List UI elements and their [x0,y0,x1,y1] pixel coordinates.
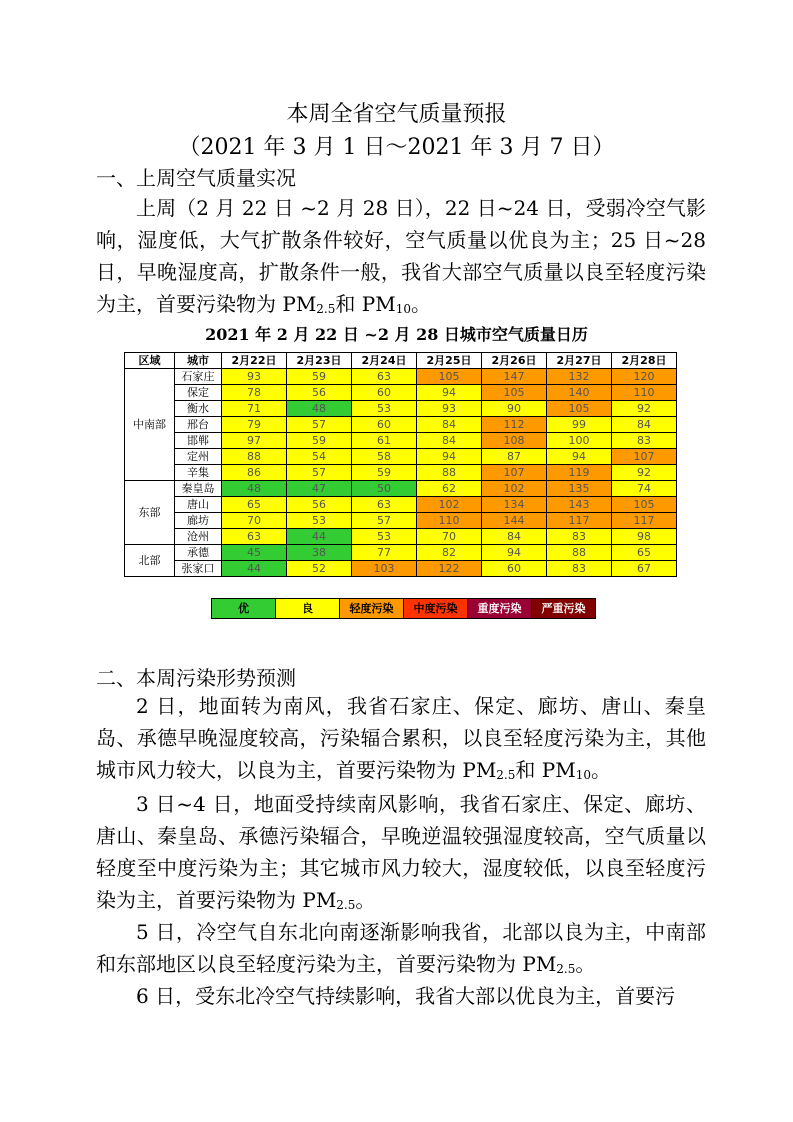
table-row [125,433,677,449]
aqi-value-cell: 107 [612,449,677,465]
city-cell: 沧州 [175,529,222,545]
aqi-value-cell: 88 [222,449,287,465]
aqi-value-cell: 63 [352,497,417,513]
table-row [125,449,677,465]
table-header: 2月27日 [547,353,612,369]
aqi-value-cell: 88 [417,465,482,481]
table-row [125,465,677,481]
aqi-value-cell: 117 [612,513,677,529]
aqi-value-cell: 63 [352,369,417,385]
city-cell: 辛集 [175,465,222,481]
aqi-value-cell: 59 [287,433,352,449]
table-row [125,545,677,561]
aqi-value-cell: 84 [612,417,677,433]
table-header: 2月23日 [287,353,352,369]
aqi-value-cell: 102 [482,481,547,497]
aqi-value-cell: 65 [612,545,677,561]
city-cell: 衡水 [175,401,222,417]
aqi-value-cell: 50 [352,481,417,497]
aqi-value-cell: 143 [547,497,612,513]
legend-item: 优 [211,598,276,619]
aqi-value-cell: 88 [547,545,612,561]
aqi-value-cell: 99 [547,417,612,433]
legend-item: 重度污染 [467,598,532,619]
table-header: 2月25日 [417,353,482,369]
table-row [125,385,677,401]
table-header: 城市 [175,353,222,369]
section1-heading: 一、上周空气质量实况 [96,166,296,190]
calendar-title: 2021 年 2 月 22 日 ~2 月 28 日城市空气质量日历 [205,325,588,344]
table-header: 2月22日 [222,353,287,369]
aqi-value-cell: 45 [222,545,287,561]
aqi-value-cell: 61 [352,433,417,449]
table-header: 2月28日 [612,353,677,369]
table-row [125,481,677,497]
legend-item: 轻度污染 [339,598,404,619]
aqi-value-cell: 134 [482,497,547,513]
section2-heading: 二、本周污染形势预测 [96,666,296,690]
city-cell: 保定 [175,385,222,401]
city-cell: 秦皇岛 [175,481,222,497]
air-quality-calendar-table [124,352,677,577]
aqi-value-cell: 102 [417,497,482,513]
aqi-value-cell: 71 [222,401,287,417]
aqi-value-cell: 100 [547,433,612,449]
aqi-value-cell: 98 [612,529,677,545]
aqi-value-cell: 78 [222,385,287,401]
aqi-value-cell: 147 [482,369,547,385]
city-cell: 张家口 [175,561,222,577]
aqi-value-cell: 83 [547,529,612,545]
aqi-value-cell: 135 [547,481,612,497]
aqi-value-cell: 83 [547,561,612,577]
table-row [125,513,677,529]
aqi-value-cell: 56 [287,497,352,513]
aqi-value-cell: 94 [417,385,482,401]
aqi-value-cell: 65 [222,497,287,513]
aqi-value-cell: 59 [287,369,352,385]
calendar-legend [211,598,595,619]
aqi-value-cell: 60 [352,417,417,433]
city-cell: 承德 [175,545,222,561]
aqi-value-cell: 57 [287,417,352,433]
aqi-value-cell: 67 [612,561,677,577]
aqi-value-cell: 77 [352,545,417,561]
aqi-value-cell: 94 [547,449,612,465]
aqi-value-cell: 132 [547,369,612,385]
aqi-value-cell: 108 [482,433,547,449]
section2-paragraph-3: 5 日，冷空气自东北向南逐渐影响我省，北部以良为主，中南部和东部地区以良至轻度污染为主，首要污染物为 $PM_{2.5}$。 [96,920,706,976]
table-header: 2月26日 [482,353,547,369]
aqi-value-cell: 103 [352,561,417,577]
city-cell: 定州 [175,449,222,465]
aqi-value-cell: 86 [222,465,287,481]
table-row [125,529,677,545]
aqi-value-cell: 94 [482,545,547,561]
aqi-value-cell: 84 [482,529,547,545]
table-row [125,417,677,433]
aqi-value-cell: 44 [222,561,287,577]
legend-item: 严重污染 [531,598,596,619]
section2-paragraph-4: 6 日，受东北冷空气持续影响，我省大部以优良为主，首要污 [136,984,676,1008]
city-cell: 石家庄 [175,369,222,385]
section1-paragraph: 上周（2 月 22 日 ~2 月 28 日），22 日~24 日，受弱冷空气影响，湿度低，大气扩散条件较好，空气质量以优良为主；25 日~28 日，早晚湿度高，扩散条件一般，我省大部空气质量以良至轻度污染为主，首要污染物为 $PM_{2.5}$和 $PM_{10}$。 [96,196,706,316]
city-cell: 唐山 [175,497,222,513]
aqi-value-cell: 119 [547,465,612,481]
aqi-value-cell: 58 [352,449,417,465]
aqi-value-cell: 92 [612,401,677,417]
aqi-value-cell: 60 [482,561,547,577]
aqi-value-cell: 110 [417,513,482,529]
aqi-value-cell: 122 [417,561,482,577]
aqi-value-cell: 47 [287,481,352,497]
aqi-value-cell: 70 [222,513,287,529]
aqi-value-cell: 60 [352,385,417,401]
table-header: 2月24日 [352,353,417,369]
aqi-value-cell: 92 [612,465,677,481]
aqi-value-cell: 38 [287,545,352,561]
aqi-value-cell: 105 [612,497,677,513]
aqi-value-cell: 62 [417,481,482,497]
aqi-value-cell: 97 [222,433,287,449]
aqi-value-cell: 93 [417,401,482,417]
page-title: 本周全省空气质量预报 [286,102,507,127]
aqi-value-cell: 110 [612,385,677,401]
city-cell: 邯郸 [175,433,222,449]
city-cell: 邢台 [175,417,222,433]
aqi-value-cell: 48 [222,481,287,497]
table-row [125,497,677,513]
aqi-value-cell: 53 [352,401,417,417]
aqi-value-cell: 63 [222,529,287,545]
aqi-value-cell: 117 [547,513,612,529]
aqi-value-cell: 105 [417,369,482,385]
aqi-value-cell: 44 [287,529,352,545]
aqi-value-cell: 53 [352,529,417,545]
aqi-value-cell: 57 [287,465,352,481]
aqi-value-cell: 84 [417,417,482,433]
region-cell: 东部 [125,481,175,545]
aqi-value-cell: 112 [482,417,547,433]
table-row [125,369,677,385]
aqi-value-cell: 105 [547,401,612,417]
aqi-value-cell: 87 [482,449,547,465]
aqi-value-cell: 107 [482,465,547,481]
aqi-value-cell: 56 [287,385,352,401]
region-cell: 北部 [125,545,175,577]
table-row [125,401,677,417]
section2-paragraph-1: 2 日，地面转为南风，我省石家庄、保定、廊坊、唐山、秦皇岛、承德早晚湿度较高，污染辐合累积，以良至轻度污染为主，其他城市风力较大，以良为主，首要污染物为 $PM_{2.5}$和 $PM_{10}$。 [96,694,706,782]
aqi-value-cell: 82 [417,545,482,561]
aqi-value-cell: 84 [417,433,482,449]
aqi-value-cell: 48 [287,401,352,417]
region-cell: 中南部 [125,369,175,481]
page-subtitle: （2021 年 3 月 1 日～2021 年 3 月 7 日） [178,135,615,160]
aqi-value-cell: 94 [417,449,482,465]
aqi-value-cell: 83 [612,433,677,449]
aqi-value-cell: 140 [547,385,612,401]
aqi-value-cell: 53 [287,513,352,529]
aqi-value-cell: 52 [287,561,352,577]
aqi-value-cell: 70 [417,529,482,545]
aqi-value-cell: 79 [222,417,287,433]
aqi-value-cell: 144 [482,513,547,529]
table-row [125,561,677,577]
table-header: 区域 [125,353,175,369]
aqi-value-cell: 90 [482,401,547,417]
city-cell: 廊坊 [175,513,222,529]
legend-item: 中度污染 [403,598,468,619]
aqi-value-cell: 54 [287,449,352,465]
aqi-value-cell: 57 [352,513,417,529]
aqi-value-cell: 120 [612,369,677,385]
aqi-value-cell: 93 [222,369,287,385]
section2-paragraph-2: 3 日~4 日，地面受持续南风影响，我省石家庄、保定、廊坊、唐山、秦皇岛、承德污染辐合，早晚逆温较强湿度较高，空气质量以轻度至中度污染为主；其它城市风力较大，湿度较低，以良至轻度污染为主，首要污染物为 $PM_{2.5}$。 [96,792,706,912]
aqi-value-cell: 59 [352,465,417,481]
legend-item: 良 [275,598,340,619]
aqi-value-cell: 74 [612,481,677,497]
aqi-value-cell: 105 [482,385,547,401]
